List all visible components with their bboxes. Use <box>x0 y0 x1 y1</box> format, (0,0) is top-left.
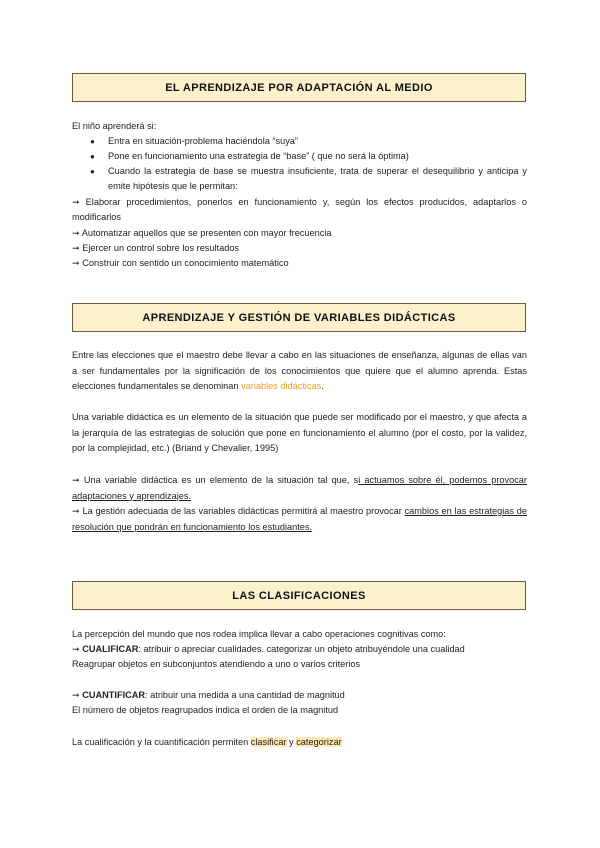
section-title-variables: APRENDIZAJE Y GESTIÓN DE VARIABLES DIDÁCTICAS <box>72 303 526 332</box>
bullet-item: Pone en funcionamiento una estrategia de “base” ( que no será la óptima) <box>108 151 409 161</box>
arrow-item: ➞ Automatizar aquellos que se presenten con mayor frecuencia <box>72 228 332 238</box>
cualificar-detail: Reagrupar objetos en subconjuntos atendiendo a uno o varios criterios <box>72 659 361 669</box>
cuantificar-line: ➞ CUANTIFICAR: atribuir una medida a una cantidad de magnitud <box>72 690 345 700</box>
arrow-item: ➞ Construir con sentido un conocimiento matemático <box>72 258 289 268</box>
paragraph-variables-intro: Entre las elecciones que el maestro debe llevar a cabo en las situaciones de enseñanza, algunas de ellas van a ser fundamentales por la significación de los conocimientos que quiere que el alumno aprenda. Estas elecciones fundamentales se denominan variables didácticas. <box>72 350 527 392</box>
arrow-paragraph: ➞ Una variable didáctica es un elemento de la situación tal que, si actuamos sobre él, podemos provocar adaptaciones y aprendizajes. <box>72 475 527 501</box>
paragraph-variable-definition: Una variable didáctica es un elemento de la situación que puede ser modificado por el maestro, y que afecta a la jerarquía de las estrategias de solución que pone en funcionamiento el alumno (por el costo, por la validez, por la complejidad, etc.) (Briand y Chevalier, 1995) <box>72 412 527 454</box>
highlight-clasificar: clasificar <box>250 737 287 747</box>
bullet-item: Entra en situación-problema haciéndola “suya” <box>108 136 298 146</box>
bullet-item: Cuando la estrategia de base se muestra insuficiente, trata de superar el desequilibrio y anticipa y emite hipótesis que le permitan: <box>108 166 527 191</box>
section-title-adaptacion: EL APRENDIZAJE POR ADAPTACIÓN AL MEDIO <box>72 73 526 102</box>
intro-text: La percepción del mundo que nos rodea implica llevar a cabo operaciones cognitivas como: <box>72 629 446 639</box>
cuantificar-detail: El número de objetos reagrupados indica el orden de la magnitud <box>72 705 339 715</box>
final-line: La cualificación y la cuantificación permiten clasificar y categorizar <box>72 737 342 747</box>
arrow-item: ➞ Elaborar procedimientos, ponerlos en funcionamiento y, según los efectos producidos, adaptarlos o modificarlos <box>72 197 527 222</box>
arrow-paragraph: ➞ La gestión adecuada de las variables didácticas permitirá al maestro provocar cambios en las estrategias de resolución que pondrán en funcionamiento los estudiantes. <box>72 506 527 532</box>
highlight-categorizar: categorizar <box>296 737 342 747</box>
bullet-dot-icon: ● <box>90 152 95 161</box>
bullet-dot-icon: ● <box>90 137 95 146</box>
section-title-clasificaciones: LAS CLASIFICACIONES <box>72 581 526 610</box>
arrow-item: ➞ Ejercer un control sobre los resultados <box>72 243 240 253</box>
intro-text: El niño aprenderá si: <box>72 121 157 131</box>
highlight-variables-didacticas: variables didácticas <box>241 381 322 392</box>
cualificar-line: ➞ CUALIFICAR: atribuir o apreciar cualidades. categorizar un objeto atribuyéndole una cualidad <box>72 644 465 654</box>
bullet-dot-icon: ● <box>90 167 95 176</box>
